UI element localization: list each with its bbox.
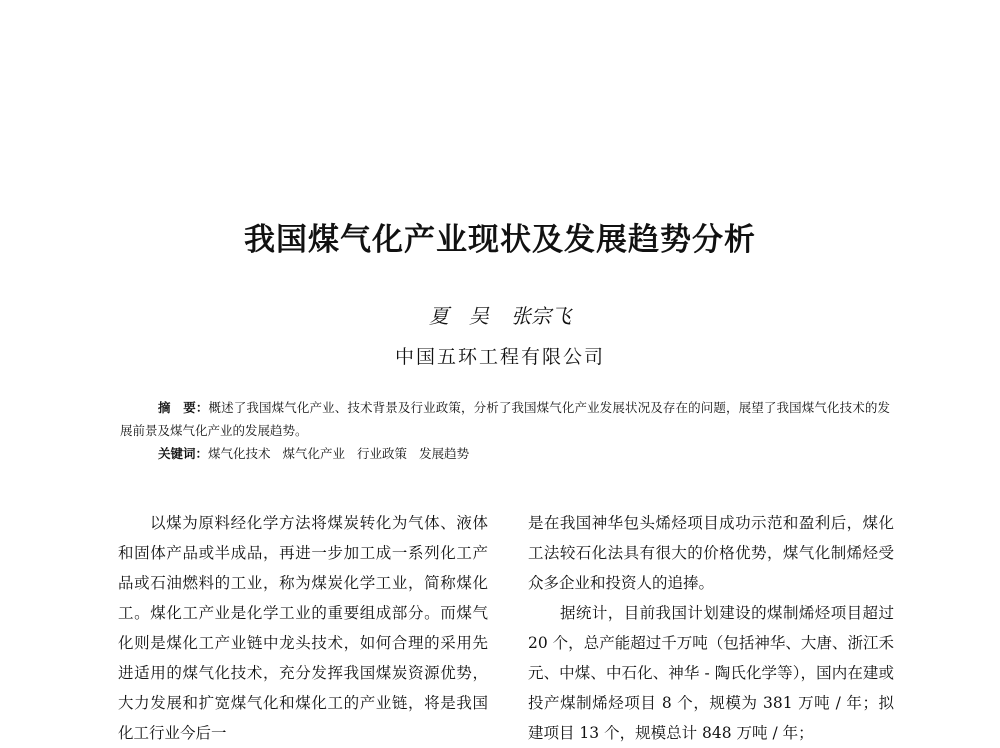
affiliation: 中国五环工程有限公司 <box>394 346 605 368</box>
author-name: 张宗飞 <box>511 304 572 328</box>
abstract <box>120 396 890 442</box>
abstract-label: 摘 要： <box>158 400 209 415</box>
keyword: 发展趋势 <box>419 446 470 461</box>
body-column-right <box>528 508 894 748</box>
body-paragraph: 据统计，目前我国计划建设的煤制烯烃项目超过 20 个，总产能超过千万吨（包括神华、大唐、浙江禾元、中煤、中石化、神华 - 陶氏化学等），国内在建或投产煤制烯烃项目 8 个，规模为 381 万吨 / 年；拟建项目 13 个，规模总计 848 万吨 / 年； <box>528 604 894 742</box>
author-name: 夏 吴 <box>428 304 489 328</box>
body-paragraph: 以煤为原料经化学方法将煤炭转化为气体、液体和固体产品或半成品，再进一步加工成一系列化工产品或石油燃料的工业，称为煤炭化学工业，简称煤化工。煤化工产业是化学工业的重要组成部分。而煤气化则是煤化工产业链中龙头技术，如何合理的采用先进适用的煤气化技术，充分发挥我国煤炭资源优势，大力发展和扩宽煤气化和煤化工的产业链，将是我国化工行业今后一 <box>118 514 488 742</box>
abstract-block <box>120 396 890 465</box>
keyword: 煤气化技术 <box>208 446 271 461</box>
keywords <box>120 442 890 465</box>
authors <box>0 300 1000 329</box>
abstract-text: 概述了我国煤气化产业、技术背景及行业政策，分析了我国煤气化产业发展状况及存在的问题，展望了我国煤气化技术的发展前景及煤气化产业的发展趋势。 <box>120 400 890 438</box>
keywords-label: 关键词： <box>158 446 209 461</box>
paper-title: 我国煤气化产业现状及发展趋势分析 <box>244 222 756 258</box>
body-column-left <box>118 508 488 748</box>
keyword: 行业政策 <box>357 446 408 461</box>
body-paragraph: 是在我国神华包头烯烃项目成功示范和盈利后，煤化工法较石化法具有很大的价格优势，煤气化制烯烃受众多企业和投资人的追捧。 <box>528 514 894 592</box>
keyword: 煤气化产业 <box>282 446 346 461</box>
